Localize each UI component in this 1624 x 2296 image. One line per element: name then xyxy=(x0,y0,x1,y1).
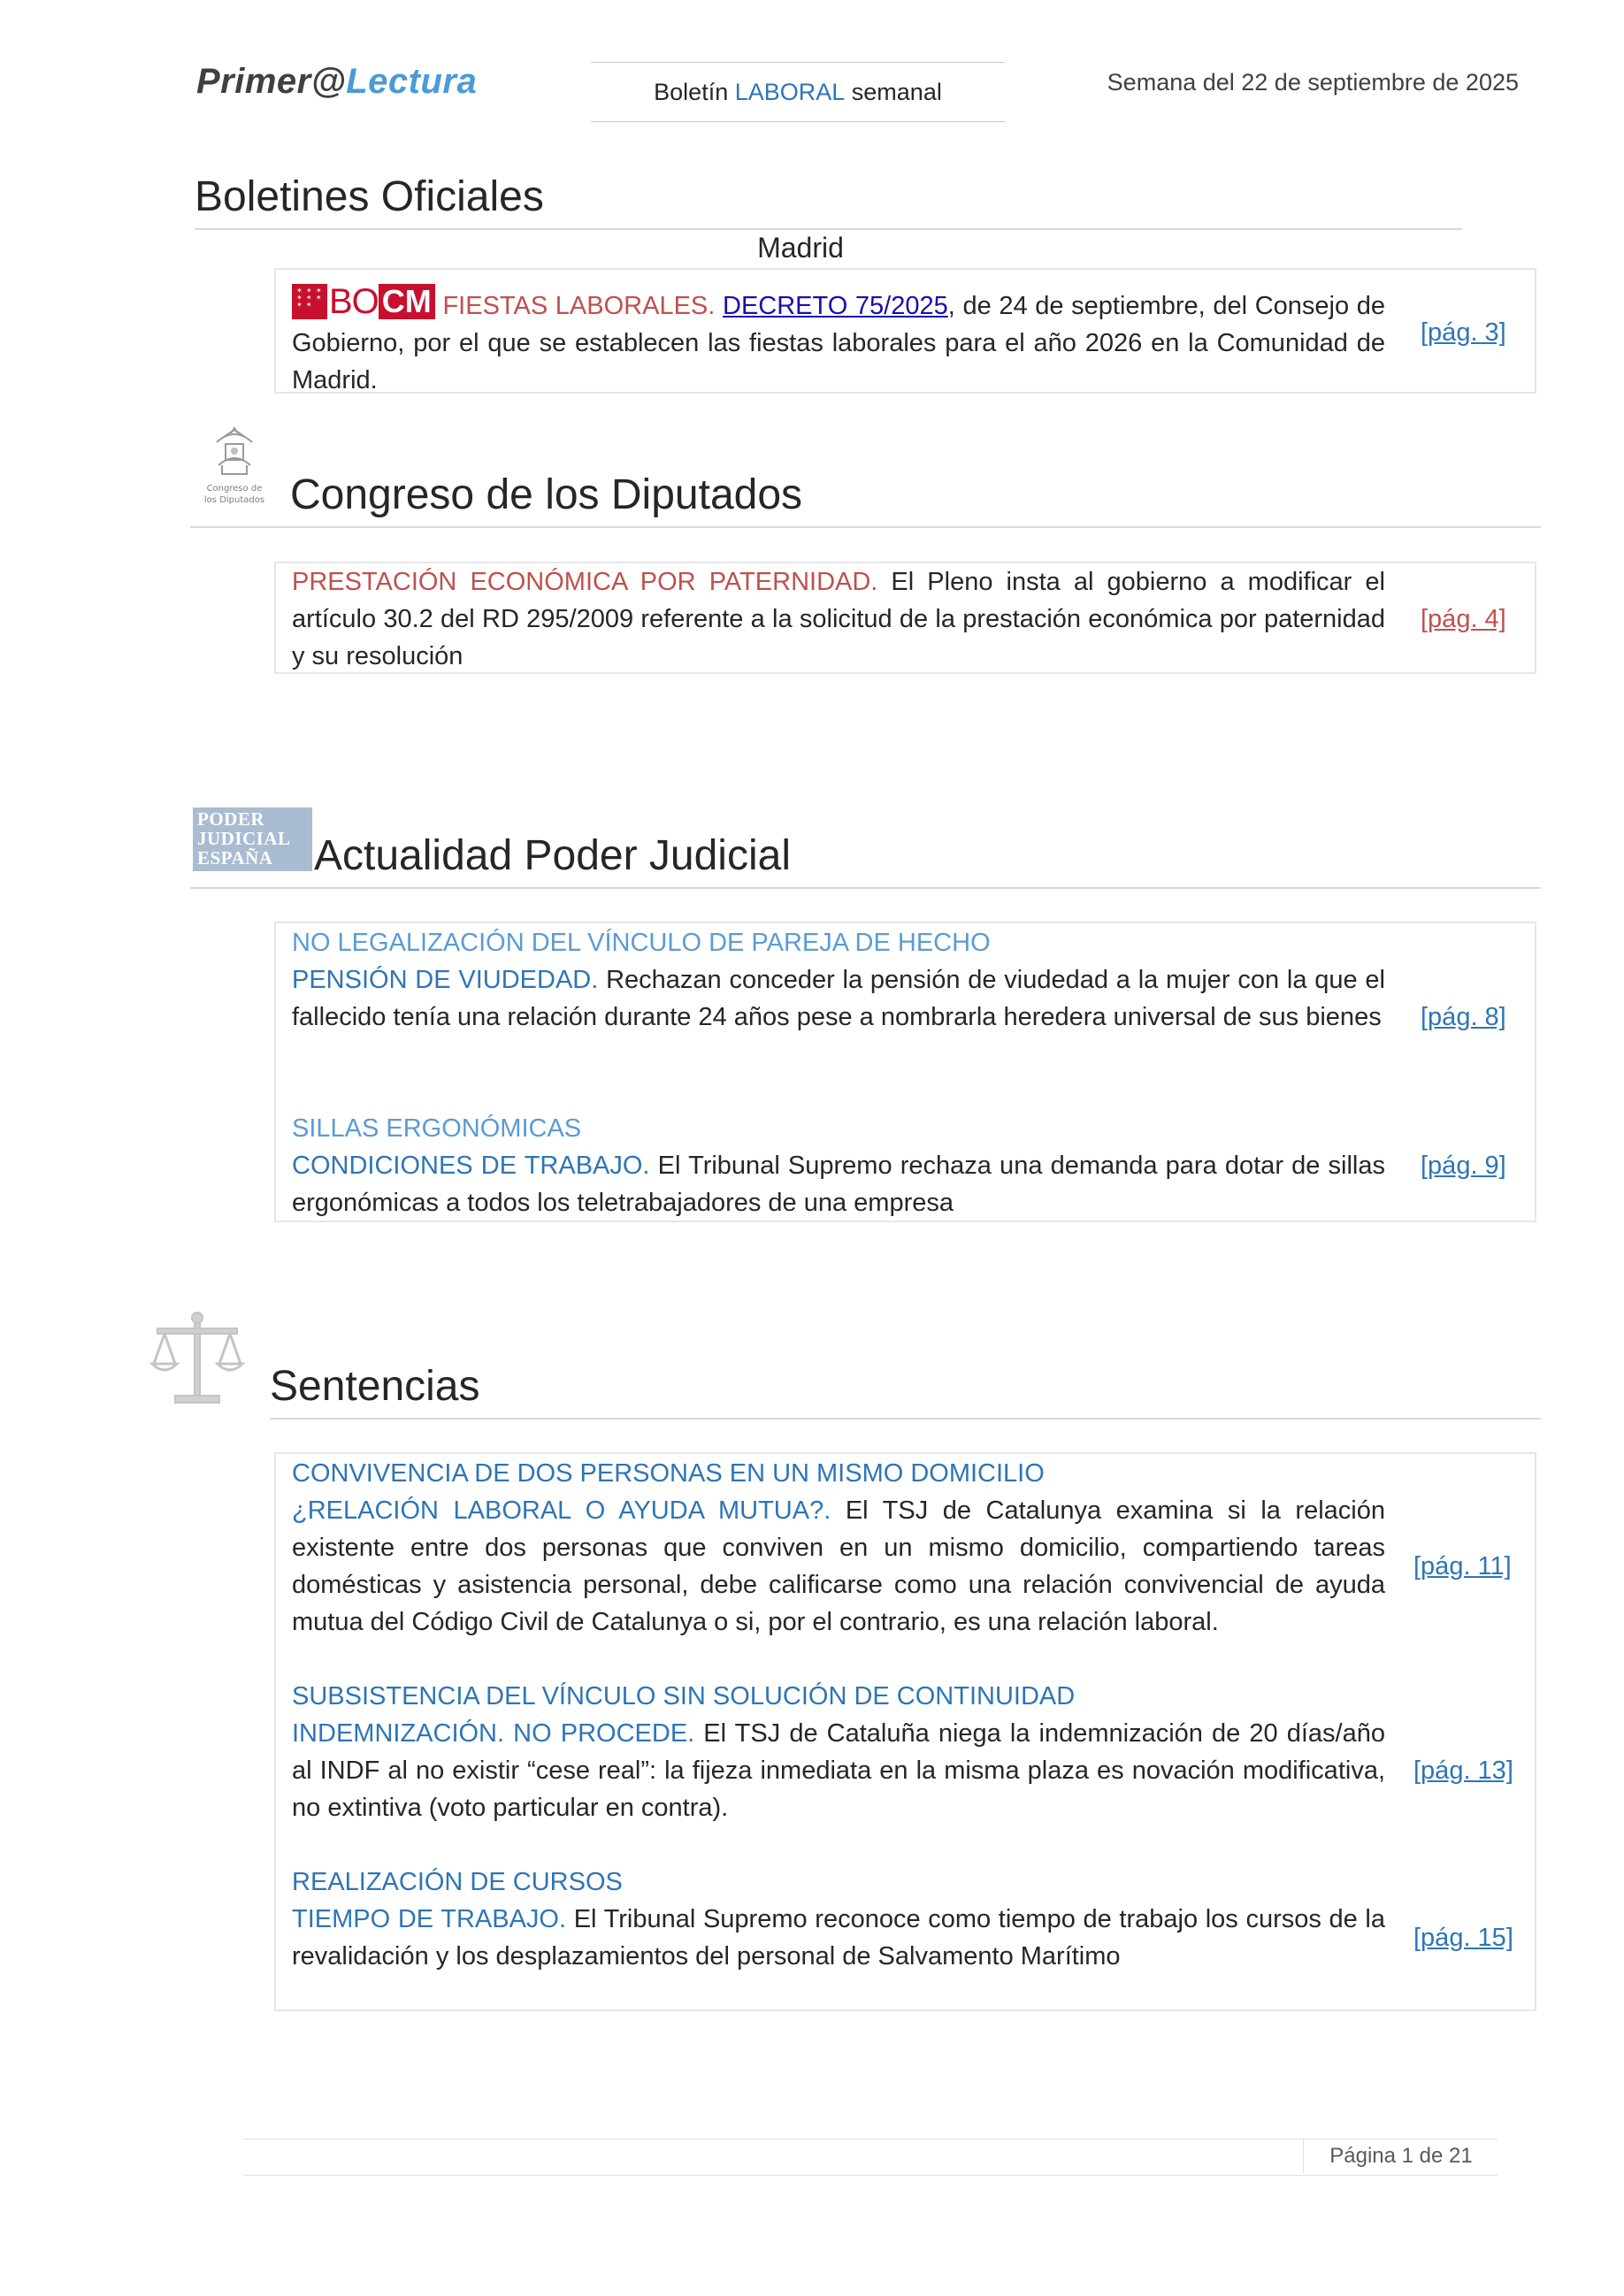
decreto-link[interactable]: DECRETO 75/2025 xyxy=(723,292,948,320)
page-link[interactable]: [pág. 11] xyxy=(1413,1552,1512,1580)
item-label: INDEMNIZACIÓN. NO PROCEDE. xyxy=(292,1719,695,1748)
item-text: , de 24 de septiembre, del Consejo de Gobierno, por el que se establecen las fiestas laborales para el año 2026 en la Comunidad de Madrid. xyxy=(292,292,1385,394)
region-heading: Madrid xyxy=(757,232,844,264)
item-text: El Pleno insta al gobierno a modificar el artículo 30.2 del RD 295/2009 referente a la solicitud de la prestación económica por paternidad y su resolución xyxy=(292,568,1385,670)
sentencia-item-2 xyxy=(292,1678,1385,1826)
sentencia-item-1 xyxy=(292,1455,1385,1641)
item-topic: CONVIVENCIA DE DOS PERSONAS EN UN MISMO DOMICILIO xyxy=(292,1459,1045,1488)
bulletin-title xyxy=(591,62,1005,122)
section-rule xyxy=(190,887,1541,889)
item-text: Rechazan conceder la pensión de viudedad a la mujer con la que el fallecido tenía una relación durante 24 años pese a nombrarla heredera universal de sus bienes xyxy=(292,966,1385,1031)
brand-logo xyxy=(196,62,477,102)
item-label: ¿RELACIÓN LABORAL O AYUDA MUTUA?. xyxy=(292,1496,831,1525)
item-topic: SUBSISTENCIA DEL VÍNCULO SIN SOLUCIÓN DE CONTINUIDAD xyxy=(292,1682,1076,1711)
scales-of-justice-icon xyxy=(149,1309,246,1411)
item-label: PRESTACIÓN ECONÓMICA POR PATERNIDAD. xyxy=(292,568,878,596)
section-title-poder-judicial: Actualidad Poder Judicial xyxy=(314,832,791,879)
item-text: El TSJ de Cataluña niega la indemnización de 20 días/año al INDF al no existir “cese real”: la fijeza inmediata en la misma plaza es novación modificativa, no extintiva (voto particular en contra). xyxy=(292,1719,1385,1822)
sentencia-item-3 xyxy=(292,1864,1385,1975)
poder-logo-line3: ESPAÑA xyxy=(197,847,273,869)
page-link[interactable]: [pág. 15] xyxy=(1413,1924,1513,1952)
page-link[interactable]: [pág. 4] xyxy=(1421,605,1506,633)
item-label: FIESTAS LABORALES. xyxy=(442,292,716,320)
bulletin-title-pre: Boletín xyxy=(654,78,735,105)
brand-logo-part1: Primer@ xyxy=(196,62,347,101)
bocm-logo xyxy=(292,283,435,320)
item-topic: SILLAS ERGONÓMICAS xyxy=(292,1114,582,1143)
bocm-logo-cm: CM xyxy=(379,284,435,319)
item-topic: REALIZACIÓN DE CURSOS xyxy=(292,1868,623,1896)
bulletin-title-post: semanal xyxy=(845,78,942,105)
congreso-logo-icon xyxy=(199,425,270,513)
page-number: Página 1 de 21 xyxy=(1303,2139,1498,2174)
page-link[interactable]: [pág. 9] xyxy=(1421,1152,1506,1180)
item-topic: NO LEGALIZACIÓN DEL VÍNCULO DE PAREJA DE HECHO xyxy=(292,929,991,957)
congreso-logo-line1: Congreso de xyxy=(206,484,263,494)
section-rule xyxy=(270,1418,1541,1420)
poder-logo-line1: PODER xyxy=(197,808,264,830)
madrid-flag-icon: ✶ ✶ ✶ ✶ ✶ ✶ ✶ ✶ xyxy=(292,284,327,319)
item-label: CONDICIONES DE TRABAJO. xyxy=(292,1152,650,1180)
poder-item-1 xyxy=(292,924,1385,1036)
page-link[interactable]: [pág. 8] xyxy=(1421,1003,1506,1031)
item-text: El Tribunal Supremo reconoce como tiempo de trabajo los cursos de la revalidación y los desplazamientos del personal de Salvamento Marítimo xyxy=(292,1905,1385,1971)
bocm-logo-bo: BO xyxy=(329,282,379,321)
section-title-boletines: Boletines Oficiales xyxy=(195,173,544,220)
section-rule xyxy=(195,228,1462,230)
item-text: El Tribunal Supremo rechaza una demanda para dotar de sillas ergonómicas a todos los teletrabajadores de una empresa xyxy=(292,1152,1385,1217)
week-date: Semana del 22 de septiembre de 2025 xyxy=(1107,69,1519,96)
bulletin-title-highlight: LABORAL xyxy=(734,78,846,105)
boletines-item xyxy=(292,283,1385,399)
item-text: El TSJ de Catalunya examina si la relación existente entre dos personas que conviven en un mismo domicilio, compartiendo tareas domésticas y asistencia personal, debe calificarse como una relación convivencial de ayuda mutua del Código Civil de Catalunya o si, por el contrario, es una relación laboral. xyxy=(292,1496,1385,1636)
brand-logo-part2: Lectura xyxy=(346,62,478,101)
poder-logo-line2: JUDICIAL xyxy=(197,828,291,849)
page-link[interactable]: [pág. 3] xyxy=(1421,318,1506,347)
congreso-item xyxy=(292,563,1385,675)
page-link[interactable]: [pág. 13] xyxy=(1413,1756,1513,1785)
section-title-sentencias: Sentencias xyxy=(270,1363,480,1410)
item-label: TIEMPO DE TRABAJO. xyxy=(292,1905,567,1933)
item-label: PENSIÓN DE VIUDEDAD. xyxy=(292,966,599,994)
section-title-congreso: Congreso de los Diputados xyxy=(290,471,803,518)
poder-judicial-logo xyxy=(193,807,312,871)
poder-item-2 xyxy=(292,1110,1385,1221)
section-rule xyxy=(190,526,1541,528)
congreso-logo-line2: los Diputados xyxy=(203,495,265,505)
